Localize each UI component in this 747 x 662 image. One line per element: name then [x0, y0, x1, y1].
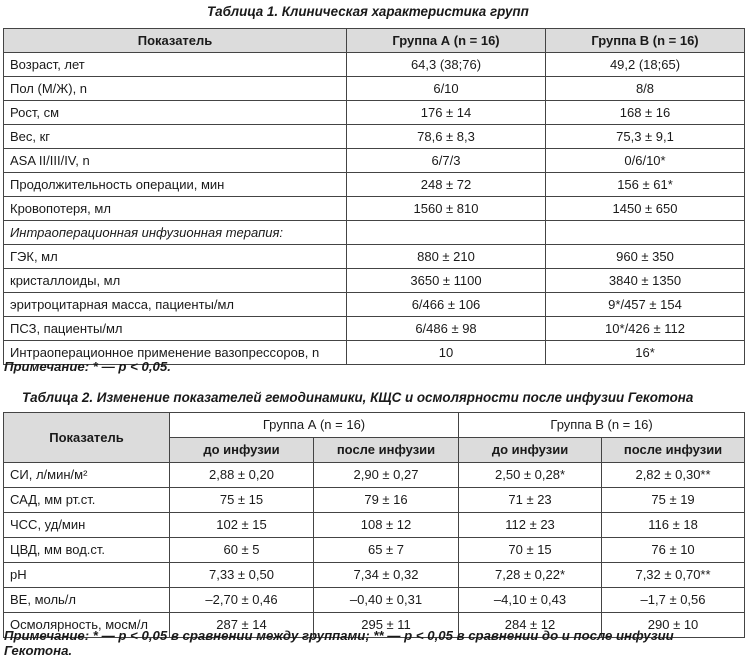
table2-note: Примечание: * — p < 0,05 в сравнении между группами; ** — p < 0,05 в сравнении до и после инфузии Гекотона. [4, 628, 674, 658]
table-cell: 10 [347, 341, 546, 365]
table-row [4, 197, 745, 221]
table2-group-header-row [4, 413, 745, 438]
table-row [4, 488, 745, 513]
row-label: Вес, кг [4, 125, 347, 149]
table1-caption: Таблица 1. Клиническая характеристика групп [207, 4, 529, 19]
table1-header-row [4, 29, 745, 53]
table-cell: 71 ± 23 [459, 488, 602, 513]
table2-caption: Таблица 2. Изменение показателей гемодинамики, КЩС и осмолярности после инфузии Гекотона [22, 390, 694, 405]
table-cell: 3650 ± 1100 [347, 269, 546, 293]
table-cell: 960 ± 350 [546, 245, 745, 269]
table-cell: 65 ± 7 [314, 538, 459, 563]
table-cell: 287 ± 14 [170, 613, 314, 638]
table1-header-group-b: Группа В (n = 16) [546, 29, 745, 53]
table-cell: 284 ± 12 [459, 613, 602, 638]
table1 [3, 28, 745, 365]
row-label: ЧСС, уд/мин [4, 513, 170, 538]
table-row [4, 293, 745, 317]
table-row [4, 125, 745, 149]
table-cell: 0/6/10* [546, 149, 745, 173]
table-cell: 2,90 ± 0,27 [314, 463, 459, 488]
row-label: BE, моль/л [4, 588, 170, 613]
table-row [4, 77, 745, 101]
table2-header-param: Показатель [4, 413, 170, 463]
table-row [4, 245, 745, 269]
table-cell: –1,7 ± 0,56 [602, 588, 745, 613]
table-cell: 2,88 ± 0,20 [170, 463, 314, 488]
table-cell: 75 ± 19 [602, 488, 745, 513]
table-cell: 49,2 (18;65) [546, 53, 745, 77]
table-cell: 76 ± 10 [602, 538, 745, 563]
table-cell: 2,82 ± 0,30** [602, 463, 745, 488]
table-cell [546, 221, 745, 245]
table-cell: 7,28 ± 0,22* [459, 563, 602, 588]
table-row [4, 221, 745, 245]
table-cell: 248 ± 72 [347, 173, 546, 197]
table-cell: 60 ± 5 [170, 538, 314, 563]
table-cell [347, 221, 546, 245]
table-cell: 6/10 [347, 77, 546, 101]
table1-note: Примечание: * — p < 0,05. [4, 359, 171, 374]
table-cell: –2,70 ± 0,46 [170, 588, 314, 613]
table-cell: 6/486 ± 98 [347, 317, 546, 341]
table-row [4, 173, 745, 197]
table-cell: 880 ± 210 [347, 245, 546, 269]
table-cell: –0,40 ± 0,31 [314, 588, 459, 613]
table-row [4, 101, 745, 125]
table-cell: 176 ± 14 [347, 101, 546, 125]
table2-header-b-after: после инфузии [602, 438, 745, 463]
table-cell: 168 ± 16 [546, 101, 745, 125]
table-cell: 7,33 ± 0,50 [170, 563, 314, 588]
table-row [4, 53, 745, 77]
table-cell: 79 ± 16 [314, 488, 459, 513]
row-label: Пол (М/Ж), n [4, 77, 347, 101]
table-cell: 70 ± 15 [459, 538, 602, 563]
row-label: ЦВД, мм вод.ст. [4, 538, 170, 563]
table-cell: 6/466 ± 106 [347, 293, 546, 317]
row-label: кристаллоиды, мл [4, 269, 347, 293]
table2-header-b-before: до инфузии [459, 438, 602, 463]
row-label: ГЭК, мл [4, 245, 347, 269]
row-label: Интраоперационное применение вазопрессоров, n [4, 341, 347, 365]
table-cell: 75 ± 15 [170, 488, 314, 513]
table2 [3, 412, 745, 638]
row-label: Интраоперационная инфузионная терапия: [4, 221, 347, 245]
table1-header-param: Показатель [4, 29, 347, 53]
row-label: СИ, л/мин/м² [4, 463, 170, 488]
table-row [4, 588, 745, 613]
table-row [4, 269, 745, 293]
table-cell: 295 ± 11 [314, 613, 459, 638]
table-cell: 10*/426 ± 112 [546, 317, 745, 341]
table-cell: 64,3 (38;76) [347, 53, 546, 77]
table-cell: 102 ± 15 [170, 513, 314, 538]
row-label: Продолжительность операции, мин [4, 173, 347, 197]
row-label: Рост, см [4, 101, 347, 125]
table-cell: 116 ± 18 [602, 513, 745, 538]
table-cell: 156 ± 61* [546, 173, 745, 197]
table-row [4, 513, 745, 538]
table2-header-a-after: после инфузии [314, 438, 459, 463]
row-label: Кровопотеря, мл [4, 197, 347, 221]
table-row [4, 538, 745, 563]
table-cell: 1450 ± 650 [546, 197, 745, 221]
table-row [4, 317, 745, 341]
row-label: pH [4, 563, 170, 588]
table2-header-a-before: до инфузии [170, 438, 314, 463]
table-cell: 7,34 ± 0,32 [314, 563, 459, 588]
table-cell: 75,3 ± 9,1 [546, 125, 745, 149]
table-cell: 290 ± 10 [602, 613, 745, 638]
table2-header-group-a: Группа А (n = 16) [170, 413, 459, 438]
table-row [4, 463, 745, 488]
table-cell: 6/7/3 [347, 149, 546, 173]
table-cell: 8/8 [546, 77, 745, 101]
table-cell: –4,10 ± 0,43 [459, 588, 602, 613]
table-cell: 3840 ± 1350 [546, 269, 745, 293]
table-cell: 78,6 ± 8,3 [347, 125, 546, 149]
table-cell: 1560 ± 810 [347, 197, 546, 221]
table2-header-group-b: Группа В (n = 16) [459, 413, 745, 438]
table-cell: 108 ± 12 [314, 513, 459, 538]
row-label: Осмолярность, мосм/л [4, 613, 170, 638]
row-label: ПСЗ, пациенты/мл [4, 317, 347, 341]
table-cell: 112 ± 23 [459, 513, 602, 538]
row-label: САД, мм рт.ст. [4, 488, 170, 513]
table1-header-group-a: Группа А (n = 16) [347, 29, 546, 53]
row-label: эритроцитарная масса, пациенты/мл [4, 293, 347, 317]
table-cell: 2,50 ± 0,28* [459, 463, 602, 488]
row-label: Возраст, лет [4, 53, 347, 77]
table-cell: 16* [546, 341, 745, 365]
table-cell: 7,32 ± 0,70** [602, 563, 745, 588]
table-cell: 9*/457 ± 154 [546, 293, 745, 317]
row-label: ASA II/III/IV, n [4, 149, 347, 173]
table-row [4, 563, 745, 588]
table-row [4, 149, 745, 173]
